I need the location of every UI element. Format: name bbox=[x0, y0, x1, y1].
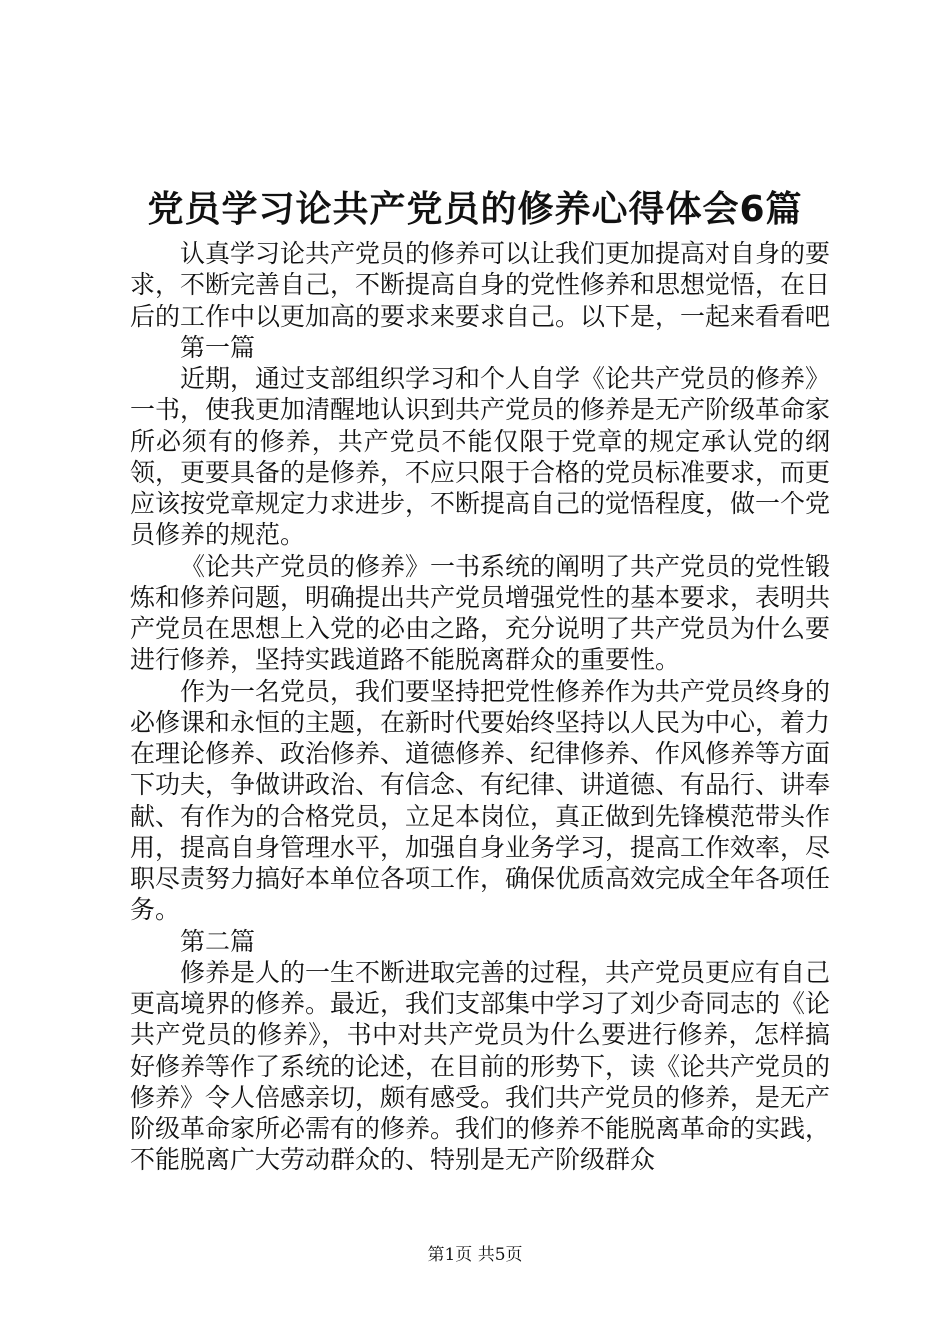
document-title: 党员学习论共产党员的修养心得体会6篇 bbox=[147, 189, 803, 230]
section-heading: 第一篇 bbox=[180, 332, 256, 362]
document-body bbox=[130, 238, 830, 1176]
body-paragraph: 作为一名党员，我们要坚持把党性修养作为共产党员终身的必修课和永恒的主题，在新时代要始终坚持以人民为中心，着力在理论修养、政治修养、道德修养、纪律修养、作风修养等方面下功夫，争做讲政治、有信念、有纪律、讲道德、有品行、讲奉献、有作为的合格党员，立足本岗位，真正做到先锋模范带头作用，提高自身管理水平，加强自身业务学习，提高工作效率，尽职尽责努力搞好本单位各项工作，确保优质高效完成全年各项任务。 bbox=[130, 676, 831, 925]
intro-paragraph: 认真学习论共产党员的修养可以让我们更加提高对自身的要求，不断完善自己，不断提高自身的党性修养和思想觉悟，在日后的工作中以更加高的要求来要求自己。以下是，一起来看看吧 bbox=[130, 239, 831, 331]
section-heading: 第二篇 bbox=[180, 926, 256, 956]
body-paragraph: 近期，通过支部组织学习和个人自学《论共产党员的修养》一书，使我更加清醒地认识到共产党员的修养是无产阶级革命家所必须有的修养，共产党员不能仅限于党章的规定承认党的纲领，更要具备的是修养，不应只限于合格的党员标准要求，而更应该按党章规定力求进步，不断提高自己的觉悟程度，做一个党员修养的规范。 bbox=[130, 364, 831, 550]
section-1 bbox=[130, 332, 830, 926]
body-paragraph: 修养是人的一生不断进取完善的过程，共产党员更应有自己更高境界的修养。最近，我们支部集中学习了刘少奇同志的《论共产党员的修养》，书中对共产党员为什么要进行修养，怎样搞好修养等作了系统的论述，在目前的形势下，读《论共产党员的修养》令人倍感亲切，颇有感受。我们共产党员的修养，是无产阶级革命家所必需有的修养。我们的修养不能脱离革命的实践，不能脱离广大劳动群众的、特别是无产阶级群众 bbox=[130, 957, 831, 1175]
body-paragraph: 《论共产党员的修养》一书系统的阐明了共产党员的党性锻炼和修养问题，明确提出共产党员增强党性的基本要求，表明共产党员在思想上入党的必由之路，充分说明了共产党员为什么要进行修养，坚持实践道路不能脱离群众的重要性。 bbox=[130, 551, 831, 675]
section-2 bbox=[130, 926, 830, 1176]
page-number-footer: 第1页 共5页 bbox=[427, 1245, 523, 1265]
